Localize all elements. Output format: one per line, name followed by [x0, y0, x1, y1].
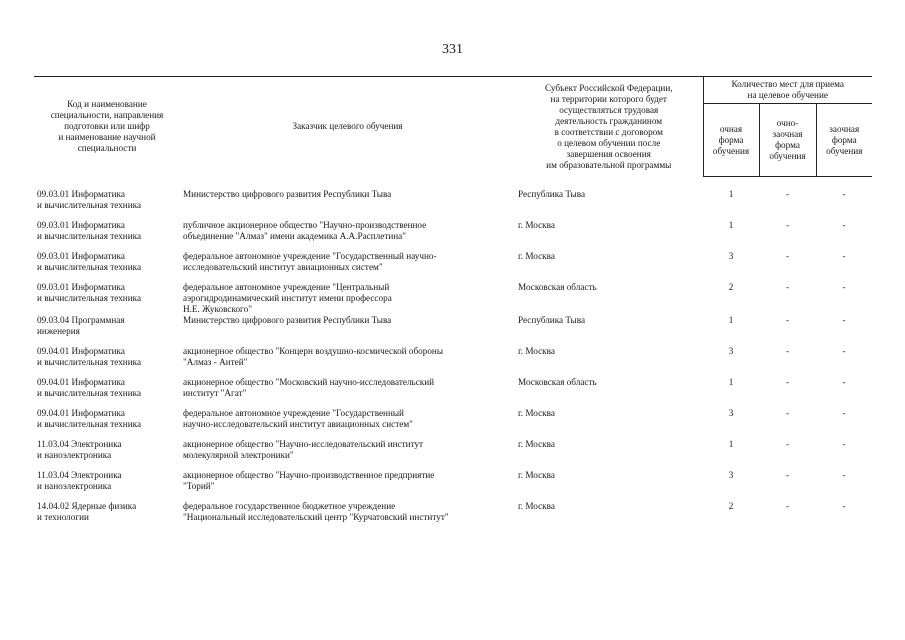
row-code-cell: 09.03.01 Информатика и вычислительная техника: [37, 188, 142, 210]
quota-table-container: [34, 76, 872, 532]
row-extramural-cell: -: [842, 282, 846, 292]
row-full-time-cell: 1: [728, 220, 734, 230]
row-region-cell: г. Москва: [518, 470, 555, 480]
table-row: [34, 220, 872, 251]
table-row: [34, 377, 872, 408]
header-full-time: очная форма обучения: [703, 104, 759, 177]
header-customer: Заказчик целевого обучения: [180, 77, 515, 177]
row-extramural-cell: -: [842, 346, 846, 356]
row-code-cell: 09.04.01 Информатика и вычислительная техника: [37, 377, 142, 398]
row-part-time-cell: -: [785, 501, 790, 511]
row-region-cell: г. Москва: [518, 439, 555, 449]
row-part-time-cell: -: [785, 377, 790, 387]
table-row: [34, 282, 872, 315]
header-extramural: заочная форма обучения: [816, 104, 872, 177]
row-full-time-cell: 3: [728, 470, 734, 480]
row-extramural-cell: -: [842, 315, 846, 325]
row-region-cell: г. Москва: [518, 220, 555, 230]
row-extramural-cell: -: [842, 439, 846, 449]
row-extramural-cell: -: [842, 470, 846, 480]
table-row: [34, 439, 872, 470]
header-part-time: очно- заочная форма обучения: [759, 104, 816, 177]
row-customer-cell: публичное акционерное общество "Научно-производственное объединение "Алмаз" имени академика А.А.Расплетина": [183, 220, 427, 241]
table-body: [34, 177, 872, 533]
row-customer-cell: акционерное общество "Концерн воздушно-космической обороны "Алмаз - Антей": [183, 346, 444, 367]
header-region: Субъект Российской Федерации, на территории которого будет осуществляться трудовая деятельность гражданином в соответствии с договором о целевом обучении после завершения освоения им образовательной программы: [515, 77, 703, 177]
row-region-cell: Московская область: [518, 282, 597, 292]
row-full-time-cell: 1: [728, 189, 734, 199]
row-code-cell: 09.03.01 Информатика и вычислительная техника: [37, 220, 142, 241]
row-customer-cell: Министерство цифрового развития Республики Тыва: [183, 188, 392, 199]
row-customer-cell: акционерное общество "Московский научно-исследовательский институт "Агат": [183, 377, 435, 398]
row-customer-cell: Министерство цифрового развития Республики Тыва: [183, 315, 392, 325]
row-code-cell: 09.03.04 Программная инженерия: [37, 315, 125, 336]
table-row: [34, 501, 872, 532]
row-region-cell: Московская область: [518, 377, 597, 387]
row-extramural-cell: -: [842, 501, 846, 511]
row-region-cell: Республика Тыва: [518, 188, 586, 199]
row-code-cell: 11.03.04 Электроника и наноэлектроника: [37, 439, 122, 460]
row-full-time-cell: 3: [728, 346, 734, 356]
row-part-time-cell: -: [785, 251, 790, 261]
row-code-cell: 14.04.02 Ядерные физика и технологии: [37, 501, 137, 522]
row-part-time-cell: -: [785, 282, 790, 292]
row-full-time-cell: 1: [728, 439, 734, 449]
row-part-time-cell: -: [785, 408, 790, 418]
row-customer-cell: федеральное государственное бюджетное учреждение "Национальный исследовательский центр "Курчатовский институт": [183, 501, 449, 522]
row-extramural-cell: -: [842, 220, 846, 230]
table-row: [34, 251, 872, 282]
row-customer-cell: федеральное автономное учреждение "Государственный научно- исследовательский институт авиационных систем": [183, 251, 437, 272]
row-region-cell: г. Москва: [518, 251, 555, 261]
row-extramural-cell: -: [842, 377, 846, 387]
row-customer-cell: акционерное общество "Научно-исследовательский институт молекулярной электроники": [183, 439, 424, 460]
row-region-cell: г. Москва: [518, 408, 555, 418]
row-extramural-cell: -: [842, 251, 846, 261]
row-region-cell: г. Москва: [518, 346, 555, 356]
row-code-cell: 11.03.04 Электроника и наноэлектроника: [37, 470, 122, 491]
row-part-time-cell: -: [785, 220, 790, 230]
row-part-time-cell: -: [785, 439, 790, 449]
row-extramural-cell: -: [842, 189, 846, 199]
row-customer-cell: федеральное автономное учреждение "Государственный научно-исследовательский институт авиационных систем": [183, 408, 413, 429]
table-row: [34, 408, 872, 439]
row-full-time-cell: 2: [728, 282, 734, 292]
row-region-cell: Республика Тыва: [518, 315, 586, 325]
row-customer-cell: федеральное автономное учреждение "Центральный аэрогидродинамический институт имени профессора Н.Е. Жуковского": [183, 282, 392, 314]
row-code-cell: 09.04.01 Информатика и вычислительная техника: [37, 408, 142, 429]
row-extramural-cell: -: [842, 408, 846, 418]
row-full-time-cell: 3: [728, 408, 734, 418]
row-code-cell: 09.04.01 Информатика и вычислительная техника: [37, 346, 142, 367]
row-part-time-cell: -: [785, 315, 790, 325]
table-row: [34, 177, 872, 221]
header-qty-group: Количество мест для приема на целевое обучение: [703, 77, 872, 104]
row-full-time-cell: 3: [728, 251, 734, 261]
table-row: [34, 470, 872, 501]
row-full-time-cell: 2: [728, 501, 734, 511]
page-number: 331: [442, 42, 463, 57]
table-row: [34, 346, 872, 377]
header-code: Код и наименование специальности, направления подготовки или шифр и наименование научной специальности: [34, 77, 180, 177]
quota-table: [34, 76, 872, 532]
row-part-time-cell: -: [785, 189, 790, 199]
row-part-time-cell: -: [785, 470, 790, 480]
row-full-time-cell: 1: [728, 315, 734, 325]
row-full-time-cell: 1: [728, 377, 734, 387]
table-header: [34, 77, 872, 177]
table-row: [34, 315, 872, 346]
row-customer-cell: акционерное общество "Научно-производственное предприятие "Торий": [183, 470, 435, 491]
row-region-cell: г. Москва: [518, 501, 555, 511]
row-code-cell: 09.03.01 Информатика и вычислительная техника: [37, 251, 142, 272]
row-code-cell: 09.03.01 Информатика и вычислительная техника: [37, 282, 142, 303]
row-part-time-cell: -: [785, 346, 790, 356]
